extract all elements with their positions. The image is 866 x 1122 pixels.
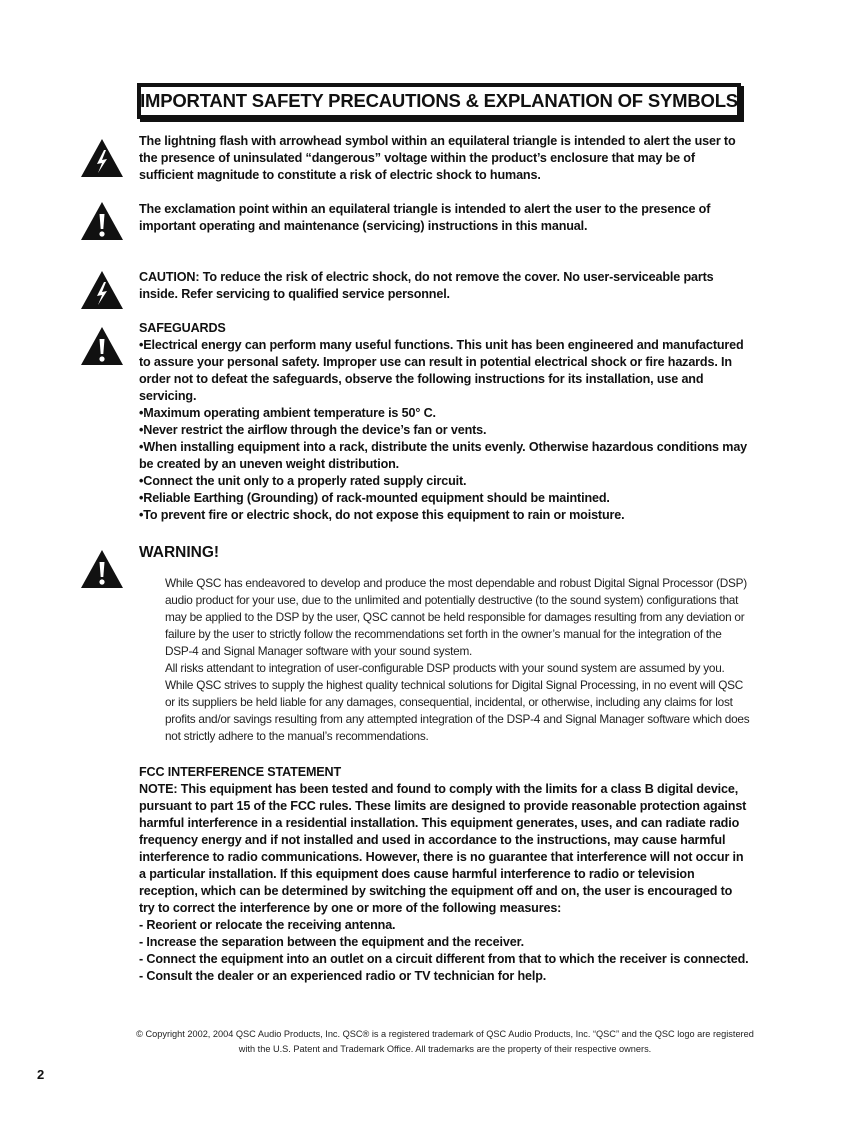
safeguard-item: •Maximum operating ambient temperature is 50° C. — [139, 406, 436, 420]
copyright-line: © Copyright 2002, 2004 QSC Audio Products, Inc. QSC® is a registered trademark of QSC Audio Products, Inc. “QSC” and the QSC logo are registered — [136, 1029, 754, 1039]
safeguard-item: •Electrical energy can perform many useful functions. This unit has been engineered and manufactured to assure your personal safety. Improper use can result in potential electrical shock or fire hazards. In order not to defeat the safeguards, observe the following instructions for its installation, use and servicing. — [139, 338, 744, 403]
safeguard-item: •Connect the unit only to a properly rated supply circuit. — [139, 474, 467, 488]
caution-text: CAUTION: To reduce the risk of electric shock, do not remove the cover. No user-serviceable parts inside. Refer servicing to qualified service personnel. — [139, 270, 714, 301]
safeguards-section — [139, 320, 751, 524]
title-box — [137, 83, 741, 119]
safeguard-item: •To prevent fire or electric shock, do not expose this equipment to rain or moisture. — [139, 508, 625, 522]
trademark-line: with the U.S. Patent and Trademark Office. All trademarks are the property of their respective owners. — [238, 1044, 652, 1054]
safeguard-item: •Reliable Earthing (Grounding) of rack-mounted equipment should be maintined. — [139, 491, 610, 505]
exclamation-triangle-icon — [80, 326, 124, 366]
warning-heading: WARNING! — [139, 544, 220, 561]
safeguard-item: •Never restrict the airflow through the device’s fan or vents. — [139, 423, 487, 437]
lightning-triangle-icon — [80, 138, 124, 178]
safeguard-item: •When installing equipment into a rack, distribute the units evenly. Otherwise hazardous conditions may be created by an uneven weight distribution. — [139, 440, 748, 471]
warning-body — [165, 575, 750, 745]
fcc-section — [139, 764, 751, 985]
lightning-triangle-icon — [80, 270, 124, 310]
fcc-note: NOTE: This equipment has been tested and found to comply with the limits for a class B digital device, pursuant to part 15 of the FCC rules. These limits are designed to provide reasonable protection against harmful interference in a residential installation. This equipment generates, uses, and can radiate radio frequency energy and if not installed and used in accordance to the instructions, may cause harmful interference to radio communications. However, there is no guarantee that interference will not occur in a particular installation. If this equipment does cause harmful interference to radio or television reception, which can be determined by switching the equipment off and on, the user is encouraged to try to correct the interference by one or more of the following measures: — [139, 782, 747, 915]
lightning-symbol-text: The lightning flash with arrowhead symbol within an equilateral triangle is intended to alert the user to the presence of uninsulated “dangerous” voltage within the product’s enclosure that may be of sufficient magnitude to constitute a risk of electric shock to humans. — [139, 134, 736, 182]
exclamation-symbol-text: The exclamation point within an equilateral triangle is intended to alert the user to the presence of important operating and maintenance (servicing) instructions in this manual. — [139, 202, 711, 233]
warning-paragraph: All risks attendant to integration of user-configurable DSP products with your sound system are assumed by you. While QSC strives to supply the highest quality technical solutions for Digital Signal Processing, in no event will QSC or its suppliers be held liable for any damages, consequential, incidental, or otherwise, including any claims for lost profits and/or savings resulting from any attempted integration of the DSP-4 and Signal Manager software which does not strictly adhere to the manual’s recommendations. — [165, 661, 750, 743]
page-title: IMPORTANT SAFETY PRECAUTIONS & EXPLANATION OF SYMBOLS — [140, 90, 738, 111]
exclamation-triangle-icon — [80, 201, 124, 241]
fcc-measure: - Reorient or relocate the receiving antenna. — [139, 918, 396, 932]
copyright-footer — [120, 1027, 770, 1057]
fcc-heading: FCC INTERFERENCE STATEMENT — [139, 765, 342, 779]
safeguards-heading: SAFEGUARDS — [139, 321, 226, 335]
fcc-measure: - Connect the equipment into an outlet on a circuit different from that to which the receiver is connected. — [139, 952, 749, 966]
page-number: 2 — [37, 1067, 45, 1082]
exclamation-triangle-icon — [80, 549, 124, 589]
fcc-measure: - Consult the dealer or an experienced radio or TV technician for help. — [139, 969, 547, 983]
fcc-measure: - Increase the separation between the equipment and the receiver. — [139, 935, 524, 949]
warning-paragraph: While QSC has endeavored to develop and produce the most dependable and robust Digital Signal Processor (DSP) audio product for your use, due to the unlimited and potentially destructive (to the sound system) configurations that may be applied to the DSP by the user, QSC cannot be held responsible for damages resulting from any deviation or failure by the user to strictly follow the recommendations set forth in the owner’s manual for the integration of the DSP-4 and Signal Manager software with your sound system. — [165, 576, 747, 658]
